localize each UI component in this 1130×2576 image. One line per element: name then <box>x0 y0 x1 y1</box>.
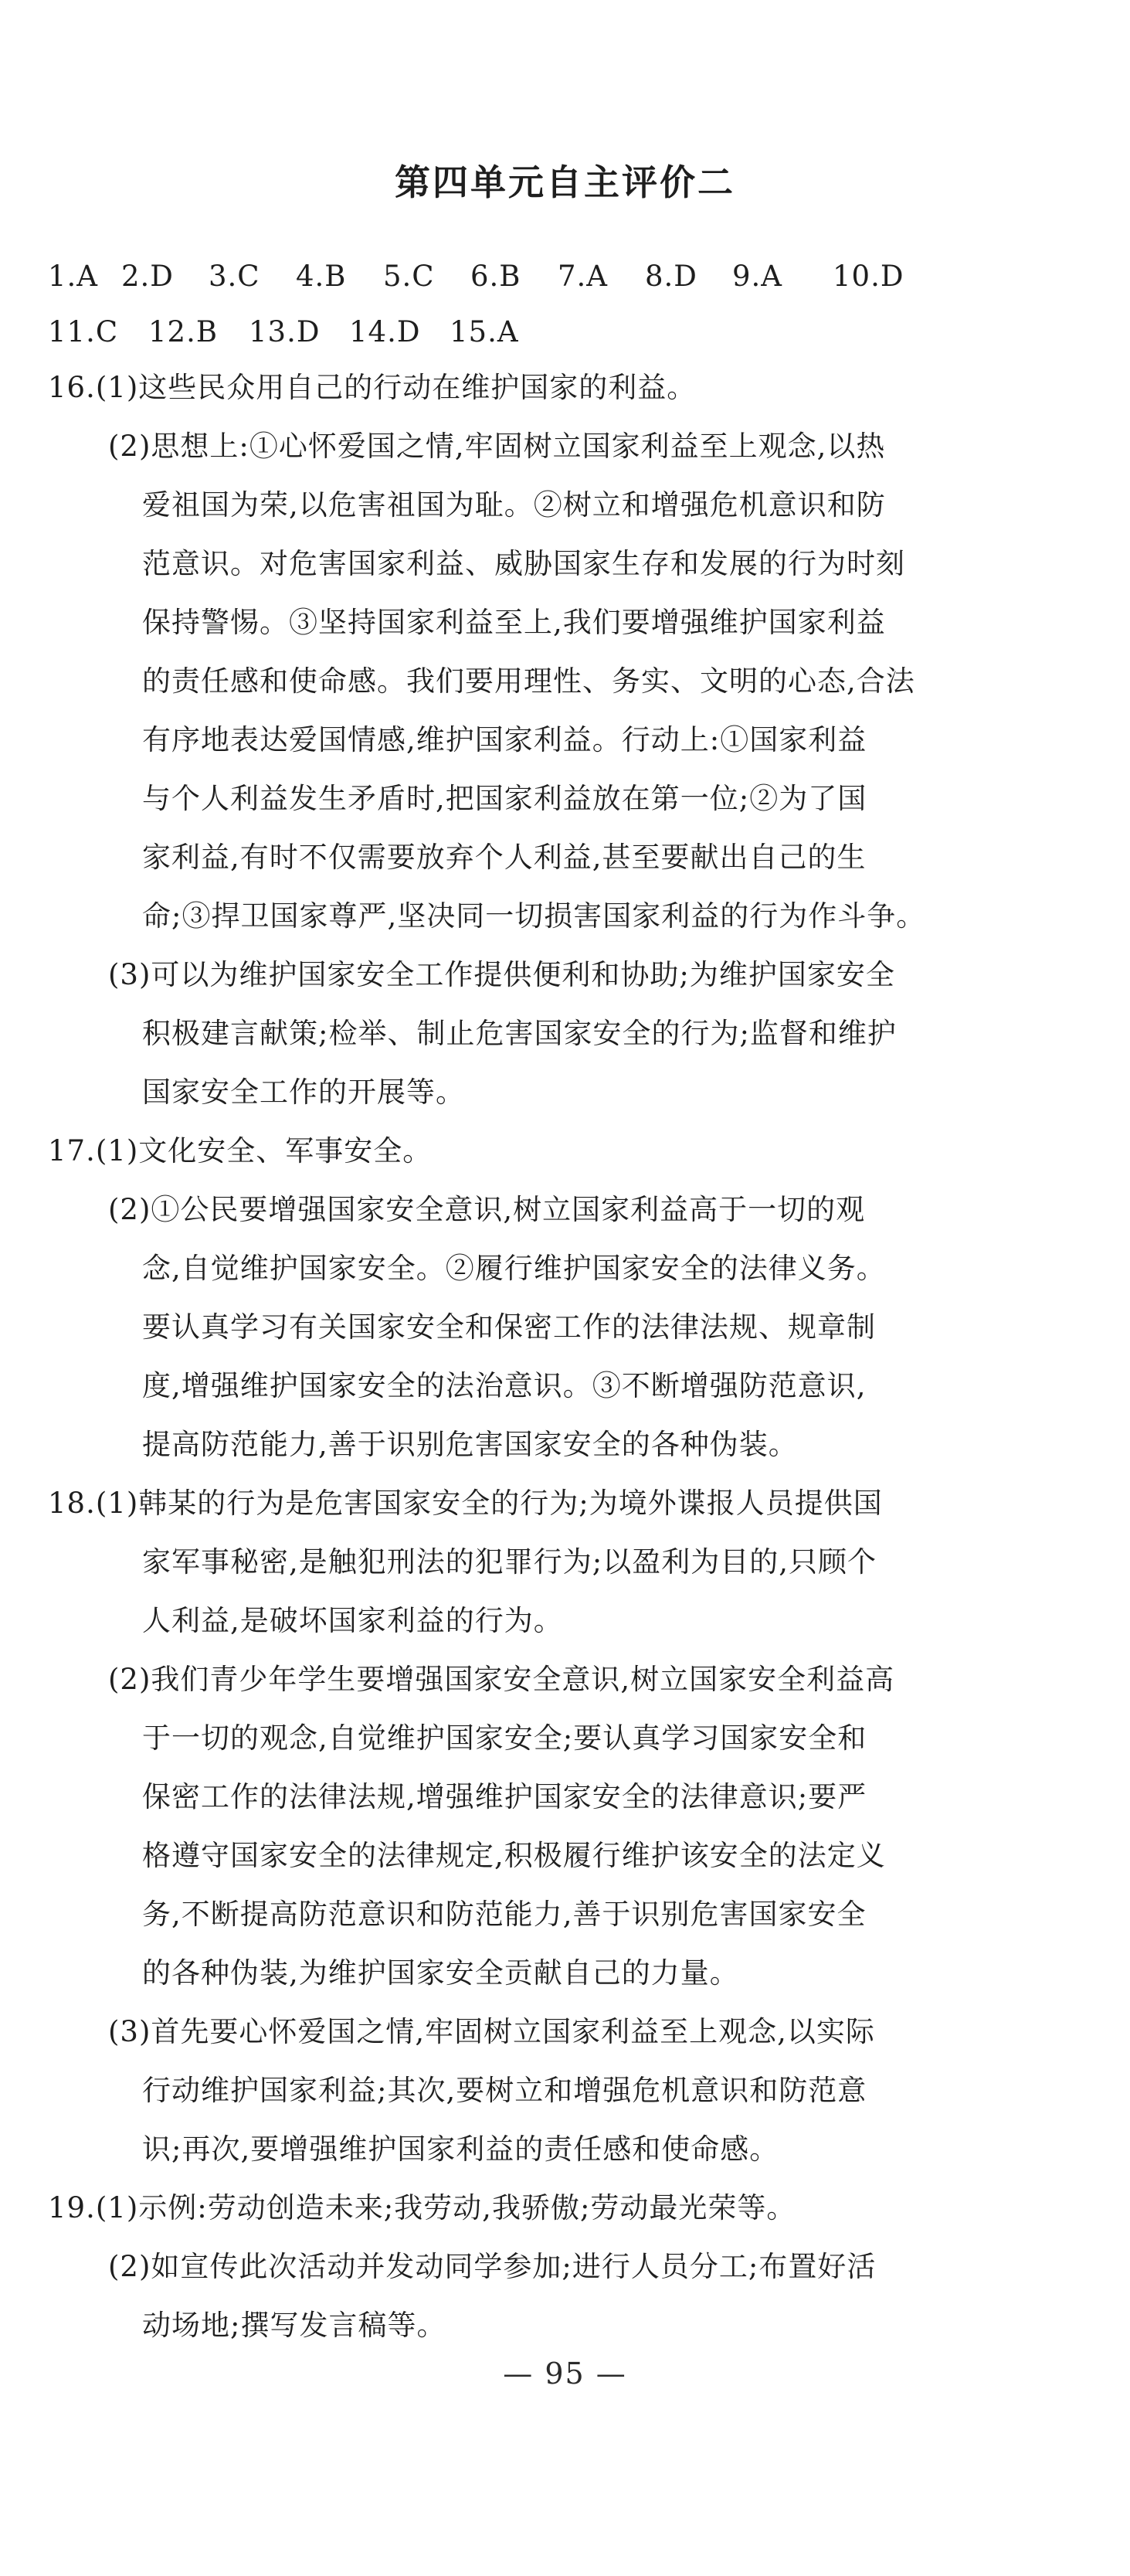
answer-item: 14.D <box>349 315 421 348</box>
text-line: 格遵守国家安全的法律规定,积极履行维护该安全的法定义 <box>142 1839 886 1872</box>
text-line: 与个人利益发生矛盾时,把国家利益放在第一位;②为了国 <box>142 782 867 815</box>
text-line: (2)我们青少年学生要增强国家安全意识,树立国家安全利益高 <box>108 1663 895 1696</box>
answer-item: 6.B <box>470 260 521 293</box>
answer-item: 15.A <box>450 315 519 348</box>
text-line: 动场地;撰写发言稿等。 <box>142 2309 446 2342</box>
page-title: 第四单元自主评价二 <box>395 161 735 203</box>
text-line: 有序地表达爱国情感,维护国家利益。行动上:①国家利益 <box>142 723 867 756</box>
answer-item: 3.C <box>209 260 260 293</box>
text-line: 爱祖国为荣,以危害祖国为耻。②树立和增强危机意识和防 <box>142 488 886 522</box>
text-line: 18.(1)韩某的行为是危害国家安全的行为;为境外谍报人员提供国 <box>48 1487 883 1520</box>
text-line: 于一切的观念,自觉维护国家安全;要认真学习国家安全和 <box>142 1721 867 1755</box>
text-line: 保密工作的法律法规,增强维护国家安全的法律意识;要严 <box>142 1780 867 1813</box>
answer-item: 9.A <box>732 260 783 293</box>
text-line: 行动维护国家利益;其次,要树立和增强危机意识和防范意 <box>142 2074 867 2107</box>
answer-row-1 <box>48 253 904 300</box>
text-line: (2)①公民要增强国家安全意识,树立国家利益高于一切的观 <box>108 1193 866 1226</box>
answer-item: 4.B <box>296 260 347 293</box>
answer-item: 10.D <box>833 260 904 293</box>
text-line: 国家安全工作的开展等。 <box>142 1076 465 1109</box>
text-line: 的责任感和使命感。我们要用理性、务实、文明的心态,合法 <box>142 664 915 698</box>
text-line: (3)首先要心怀爱国之情,牢固树立国家利益至上观念,以实际 <box>108 2015 875 2048</box>
text-line: 17.(1)文化安全、军事安全。 <box>48 1134 433 1167</box>
text-line: 念,自觉维护国家安全。②履行维护国家安全的法律义务。 <box>142 1252 886 1285</box>
answer-item: 5.C <box>383 260 435 293</box>
text-line: 要认真学习有关国家安全和保密工作的法律法规、规章制 <box>142 1310 876 1344</box>
answer-row-2 <box>48 309 519 355</box>
text-line: (3)可以为维护国家安全工作提供便利和协助;为维护国家安全 <box>108 958 895 991</box>
text-line: 度,增强维护国家安全的法治意识。③不断增强防范意识, <box>142 1369 867 1402</box>
text-line: (2)如宣传此次活动并发动同学参加;进行人员分工;布置好活 <box>108 2250 877 2283</box>
text-line: 保持警惕。③坚持国家利益至上,我们要增强维护国家利益 <box>142 606 886 639</box>
answer-item: 1.A <box>48 260 99 293</box>
page-number: — 95 — <box>503 2357 627 2391</box>
answer-item: 13.D <box>249 315 321 348</box>
text-line: 积极建言献策;检举、制止危害国家安全的行为;监督和维护 <box>142 1017 897 1050</box>
text-line: 务,不断提高防范意识和防范能力,善于识别危害国家安全 <box>142 1898 867 1931</box>
answer-item: 11.C <box>48 315 119 348</box>
text-line: 识;再次,要增强维护国家利益的责任感和使命感。 <box>142 2133 779 2166</box>
text-line: 19.(1)示例:劳动创造未来;我劳动,我骄傲;劳动最光荣等。 <box>48 2191 796 2224</box>
text-line: 16.(1)这些民众用自己的行动在维护国家的利益。 <box>48 371 697 404</box>
text-line: 提高防范能力,善于识别危害国家安全的各种伪装。 <box>142 1428 798 1461</box>
answer-item: 2.D <box>121 260 174 293</box>
text-line: 人利益,是破坏国家利益的行为。 <box>142 1604 563 1637</box>
text-line: 命;③捍卫国家尊严,坚决同一切损害国家利益的行为作斗争。 <box>142 899 926 933</box>
text-line: 家军事秘密,是触犯刑法的犯罪行为;以盈利为目的,只顾个 <box>142 1545 877 1579</box>
answer-item: 7.A <box>558 260 609 293</box>
text-line: (2)思想上:①心怀爱国之情,牢固树立国家利益至上观念,以热 <box>108 430 886 463</box>
text-line: 范意识。对危害国家利益、威胁国家生存和发展的行为时刻 <box>142 547 905 580</box>
text-line: 家利益,有时不仅需要放弃个人利益,甚至要献出自己的生 <box>142 841 867 874</box>
answer-item: 8.D <box>645 260 697 293</box>
text-line: 的各种伪装,为维护国家安全贡献自己的力量。 <box>142 1956 739 1990</box>
answer-item: 12.B <box>148 315 219 348</box>
